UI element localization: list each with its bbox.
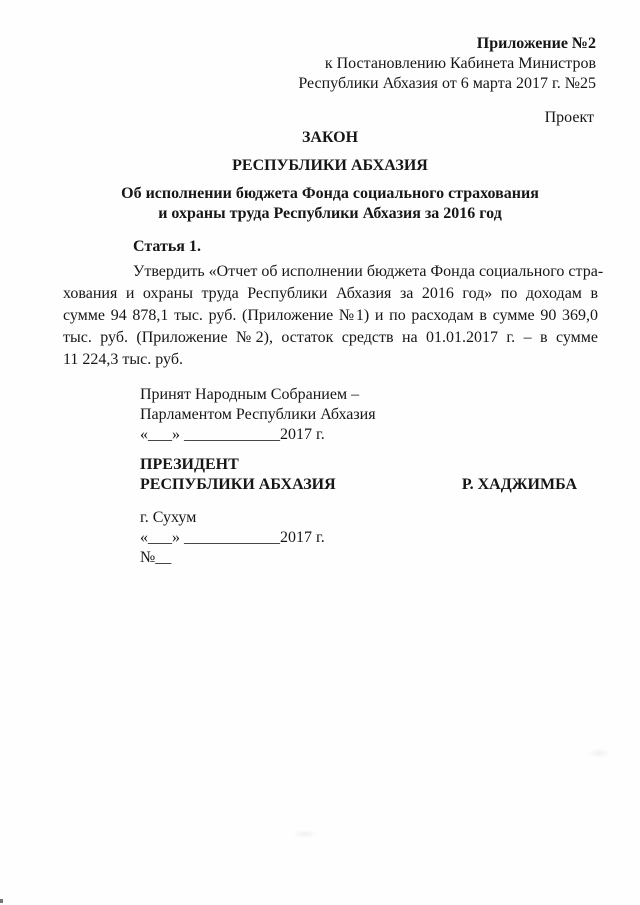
article-1-body-line: Утвердить «Отчет об исполнении бюджета Фонда социального стра- bbox=[133, 263, 604, 280]
law-title: ЗАКОН bbox=[301, 129, 359, 146]
law-subject-line1: Об исполнении бюджета Фонда социального страхования bbox=[121, 185, 539, 202]
scan-smudge bbox=[588, 748, 610, 758]
footer-block bbox=[140, 508, 640, 568]
appendix-number: Приложение №2 bbox=[476, 35, 596, 52]
law-subject-line2: и охраны труда Республики Абхазия за 2016 год bbox=[158, 205, 502, 222]
signing-date-blank: «___» ____________2017 г. bbox=[140, 529, 325, 546]
president-post-line2: РЕСПУБЛИКИ АБХАЗИЯ bbox=[140, 476, 336, 493]
article-1-body-line: тыс. руб. (Приложение №2), остаток средств на 01.01.2017 г. – в сумме bbox=[63, 329, 598, 346]
law-subject-title bbox=[0, 184, 640, 224]
adoption-date-blank: «___» ____________2017 г. bbox=[140, 426, 325, 443]
president-post-line1: ПРЕЗИДЕНТ bbox=[140, 456, 239, 473]
signature-row bbox=[140, 475, 577, 495]
resolution-reference-line2: Республики Абхазия от 6 марта 2017 г. №25 bbox=[298, 75, 596, 92]
article-1-body-line: хования и охраны труда Республики Абхазия за 2016 год» по доходам в bbox=[63, 285, 598, 302]
scan-smudge bbox=[292, 830, 318, 838]
resolution-reference-line1: к Постановлению Кабинета Министров bbox=[324, 55, 596, 72]
document-number-blank: №__ bbox=[140, 549, 172, 566]
article-1-heading: Статья 1. bbox=[133, 238, 201, 255]
article-1-body bbox=[63, 261, 604, 371]
adoption-block bbox=[140, 385, 640, 445]
adoption-line1: Принят Народным Собранием – bbox=[140, 386, 360, 403]
scan-edge-speck bbox=[0, 899, 3, 903]
draft-label: Проект bbox=[544, 109, 594, 126]
article-1-body-line: 11 224,3 тыс. руб. bbox=[63, 351, 183, 368]
adoption-line2: Парламентом Республики Абхазия bbox=[140, 406, 376, 423]
appendix-reference-block bbox=[0, 34, 640, 94]
signing-city: г. Сухум bbox=[140, 509, 197, 526]
article-1-body-line: сумме 94 878,1 тыс. руб. (Приложение №1) и по расходам в сумме 90 369,0 bbox=[63, 307, 598, 324]
president-name: Р. ХАДЖИМБА bbox=[461, 476, 577, 493]
republic-title: РЕСПУБЛИКИ АБХАЗИЯ bbox=[232, 157, 428, 174]
